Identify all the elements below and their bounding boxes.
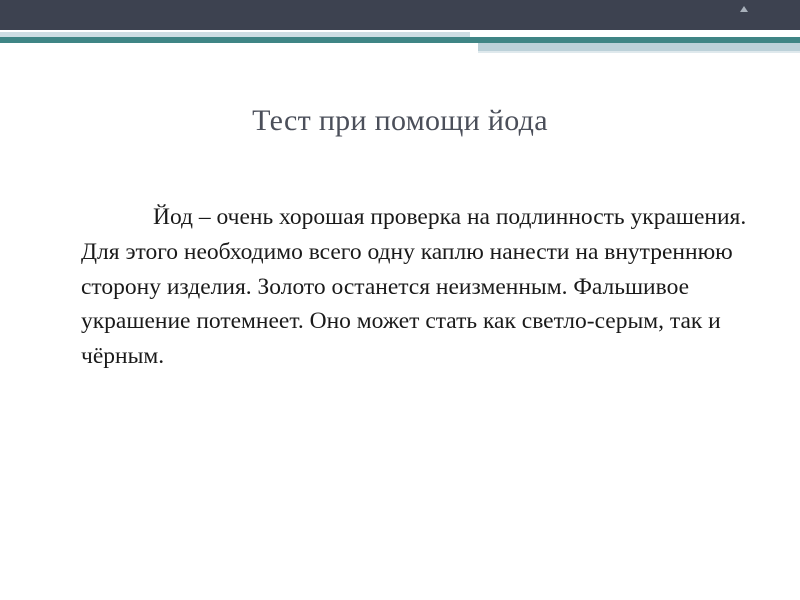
accent-stripe-thin (478, 51, 800, 53)
triangle-marker-icon (740, 6, 748, 12)
slide-body-text: Йод – очень хорошая проверка на подлинность украшения. Для этого необходимо всего одну каплю нанести на внутреннюю сторону изделия. Золото останется неизменным. Фальшивое украшение потемнеет. Оно может стать как светло-серым, так и чёрным. (81, 204, 747, 370)
accent-stripe-light-right (478, 43, 800, 51)
header-accent-stripes (0, 30, 800, 56)
slide-title: Тест при помощи йода (252, 104, 548, 137)
header-band (0, 0, 800, 30)
